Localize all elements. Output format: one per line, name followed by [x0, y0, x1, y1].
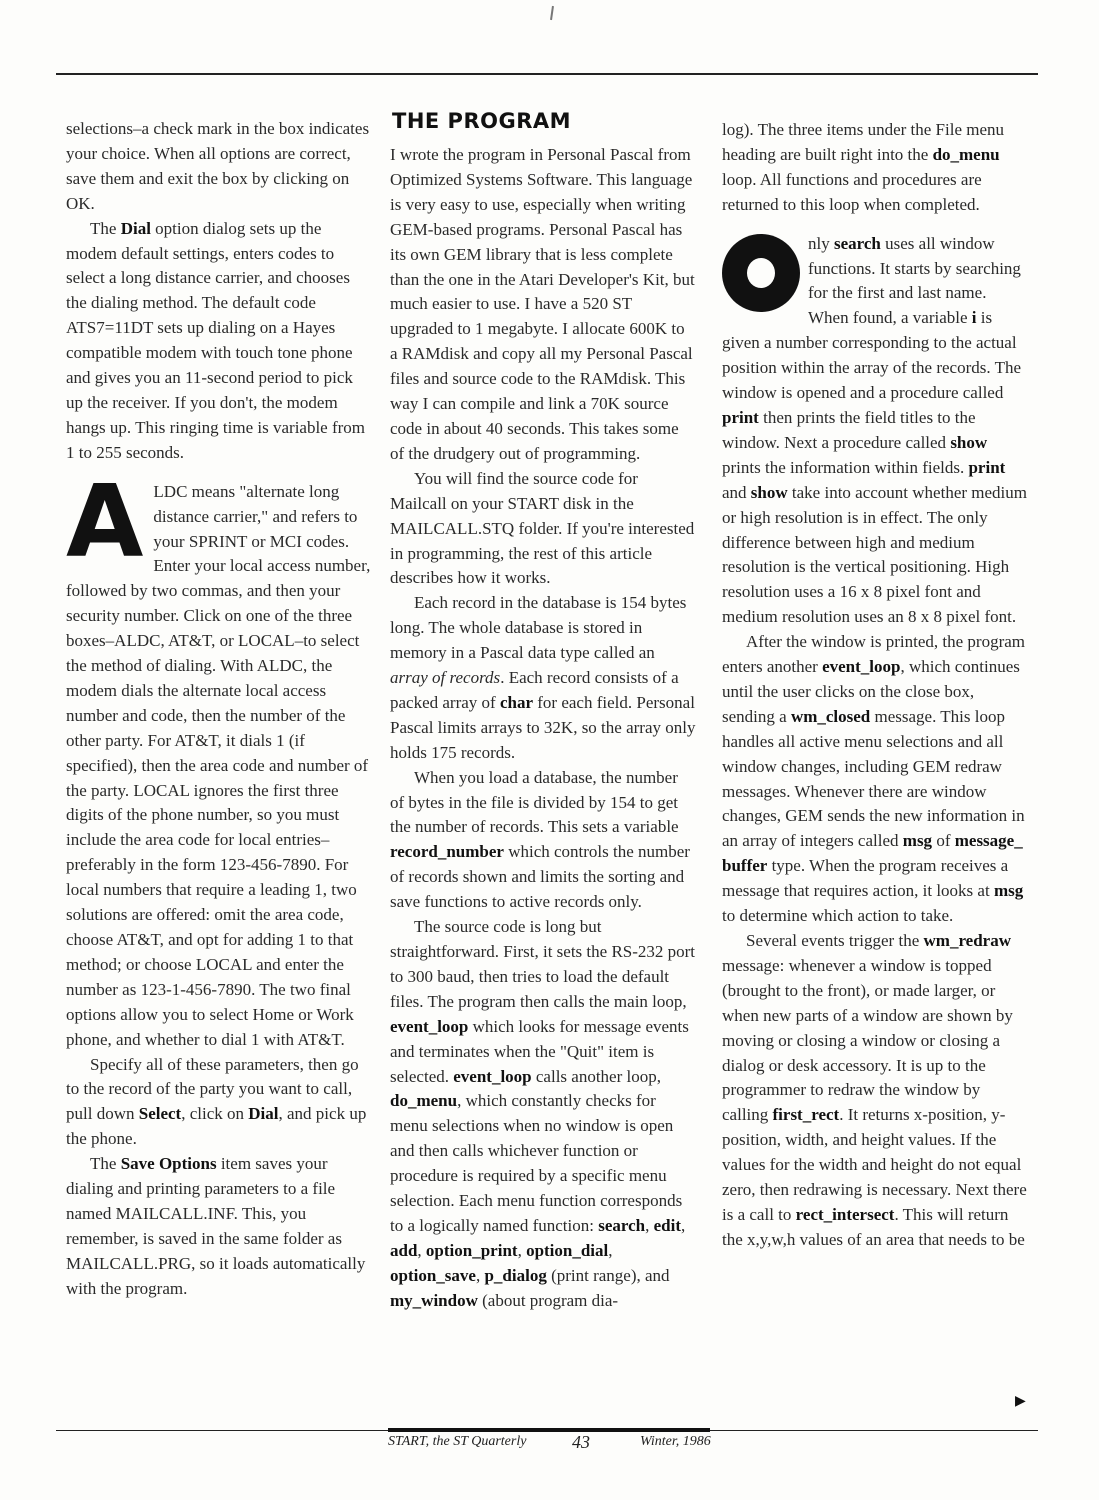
term: i [971, 308, 977, 328]
term: my_window [390, 1290, 478, 1310]
drop-cap-o [722, 234, 800, 312]
term: show [750, 482, 788, 502]
column-1 [66, 117, 372, 1302]
term: option_print [425, 1240, 518, 1260]
term: Save Options [120, 1154, 217, 1174]
term: message_ buffer [722, 831, 1023, 876]
drop-cap: A [66, 462, 144, 580]
paragraph: The Save Options item saves your dialing and printing parameters to a file named MAILCALL.INF. This, you remember, is saved in the same folder as MAILCALL.PRG, so it loads automatically with the program. [66, 1154, 366, 1298]
paragraph: ALDC means "alternate long distance carrier," and refers to your SPRINT or MCI codes. Enter your local access number, followed by two commas, and then your security number. Click on one of the three boxes–ALDC, AT&T, or LOCAL–to select the method of dialing. With ALDC, the modem dials the alternate local access number and code, then the number of the other party. For AT&T, it dials 1 (if specified), then the area code and number of the party. LOCAL ignores the first three digits of the phone number, so you must include the area code for local entries–preferably in the form 123-456-7890. For local numbers that require a leading 1, two solutions are offered: omit the area code, choose AT&T, and opt for adding 1 to that method; or choose LOCAL and enter the number as 123-1-456-7890. The two final options allow you to select Home or Work phone, and whether to dial 1 with AT&T. [66, 462, 371, 1049]
footer-publication: START, the ST Quarterly [388, 1434, 527, 1449]
top-rule [56, 73, 1038, 75]
paragraph: nly search uses all window functions. It starts by searching for the first and last name. When found, a variable i is given a number corresponding to the actual position within the array of the records. The window is opened and a procedure called print then prints the field titles to the window. Next a procedure called show prints the information within fields. print and show take into account whether medium or high resolution is in effect. The only difference between high and medium resolution is the vertical positioning. High resolution uses a 16 x 8 pixel font and medium resolution uses an 8 x 8 pixel font. [722, 233, 1027, 627]
paragraph: After the window is printed, the program enters another event_loop, which continues until the user clicks on the close box, sending a wm_closed message. This loop handles all active menu selections and all window changes, including GEM redraw messages. Whenever there are window changes, GEM sends the new information in an array of integers called msg of message_ buffer type. When the program receives a message that requires action, it looks at msg to determine which action to take. [722, 632, 1026, 926]
footer-bar [388, 1428, 710, 1432]
term: msg [993, 881, 1024, 901]
paragraph: log). The three items under the File menu heading are built right into the do_menu loop. All functions and procedures are returned to this loop when completed. [722, 120, 1005, 214]
term: first_rect [772, 1105, 840, 1125]
footer-issue: Winter, 1986 [640, 1434, 711, 1449]
paragraph: I wrote the program in Personal Pascal from Optimized Systems Software. This language is very easy to use, especially when writing GEM-based programs. Personal Pascal has its own GEM library that is less complete than the one in the Atari Developer's Kit, but much easier to use. I have a 520 ST upgraded to 1 megabyte. I allocate 600K to a RAMdisk and copy all my Personal Pascal files and source code to the RAMdisk. This way I can compile and link a 70K source code in about 40 seconds. This takes some of the drudgery out of programming. [390, 145, 695, 463]
term: record_number [390, 842, 504, 862]
term: search [833, 233, 881, 253]
term: wm_redraw [923, 931, 1011, 950]
term: print [968, 457, 1006, 477]
paragraph: Each record in the database is 154 bytes long. The whole database is stored in memory in a Pascal data type called an array of records. Each record consists of a packed array of char for each field. Personal Pascal limits arrays to 32K, so the array only holds 175 records. [390, 593, 696, 762]
column-2 [390, 143, 696, 1314]
term: wm_closed [790, 706, 871, 726]
term: event_loop [453, 1066, 532, 1086]
page-number: 43 [572, 1432, 590, 1452]
term: rect_intersect [795, 1204, 895, 1224]
continue-arrow-icon: ▶ [1015, 1393, 1026, 1409]
term: event_loop [390, 1016, 469, 1036]
paragraph: When you load a database, the number of bytes in the file is divided by 154 to get the number of records. This sets a variable record_number which controls the number of records shown and limits the sorting and save functions to active records only. [390, 767, 690, 912]
paragraph: selections–a check mark in the box indicates your choice. When all options are correct, save them and exit the box by clicking on OK. [66, 119, 370, 213]
paragraph: The source code is long but straightforward. First, it sets the RS-232 port to 300 baud, then tries to load the default files. The program then calls the main loop, event_loop which looks for message events and terminates when the "Quit" item is selected. event_loop calls another loop, do_menu, which constantly checks for menu selections when no window is open and then calls whichever function or procedure is required by a specific menu selection. Each menu function corresponds to a logically named function: search, edit, add, option_print, option_dial, option_save, p_dialog (print range), and my_window (about program dia- [390, 917, 696, 1310]
term: Dial [120, 218, 151, 238]
term: add [390, 1240, 418, 1260]
term: event_loop [822, 657, 901, 677]
term: option_save [390, 1265, 476, 1285]
term: Select [138, 1104, 182, 1124]
paragraph: Specify all of these parameters, then go to the record of the party you want to call, pull down Select, click on Dial, and pick up the phone. [66, 1054, 367, 1149]
term: edit [653, 1215, 681, 1235]
term: char [499, 692, 534, 712]
term: do_menu [390, 1091, 458, 1111]
paragraph: The Dial option dialog sets up the modem default settings, enters codes to select a long distance carrier, and chooses the dialing method. The default code ATS7=11DT sets up dialing on a Hayes compatible modem with touch tone phone and gives you an 11-second period to pick up the receiver. If you don't, the modem hangs up. This ringing time is variable from 1 to 255 seconds. [66, 218, 366, 462]
term: option_dial [526, 1240, 609, 1260]
section-heading: THE PROGRAM [392, 109, 572, 133]
scan-mark [550, 6, 554, 20]
term: do_menu [932, 144, 1000, 164]
term: print [722, 407, 759, 427]
term: Dial [248, 1104, 279, 1124]
paragraph: Several events trigger the wm_redraw message: whenever a window is topped (brought to the front), or made larger, or when new parts of a window are shown by moving or closing a window or closing a dialog or desk accessory. It is up to the programmer to redraw the window by calling first_rect. It returns x-position, y-position, width, and height values. If the values for the width and height do not equal zero, then redrawing is necessary. Next there is a call to rect_intersect. This will return the x,y,w,h values of an area that needs to be [722, 931, 1027, 1249]
term: array of records [390, 668, 501, 688]
term: search [598, 1215, 646, 1235]
term: msg [902, 831, 933, 851]
term: p_dialog [484, 1265, 547, 1285]
term: show [950, 432, 988, 452]
paragraph: You will find the source code for Mailcall on your START disk in the MAILCALL.STQ folder. If you're interested in programming, the rest of this article describes how it works. [390, 468, 695, 588]
column-3 [722, 118, 1028, 1253]
